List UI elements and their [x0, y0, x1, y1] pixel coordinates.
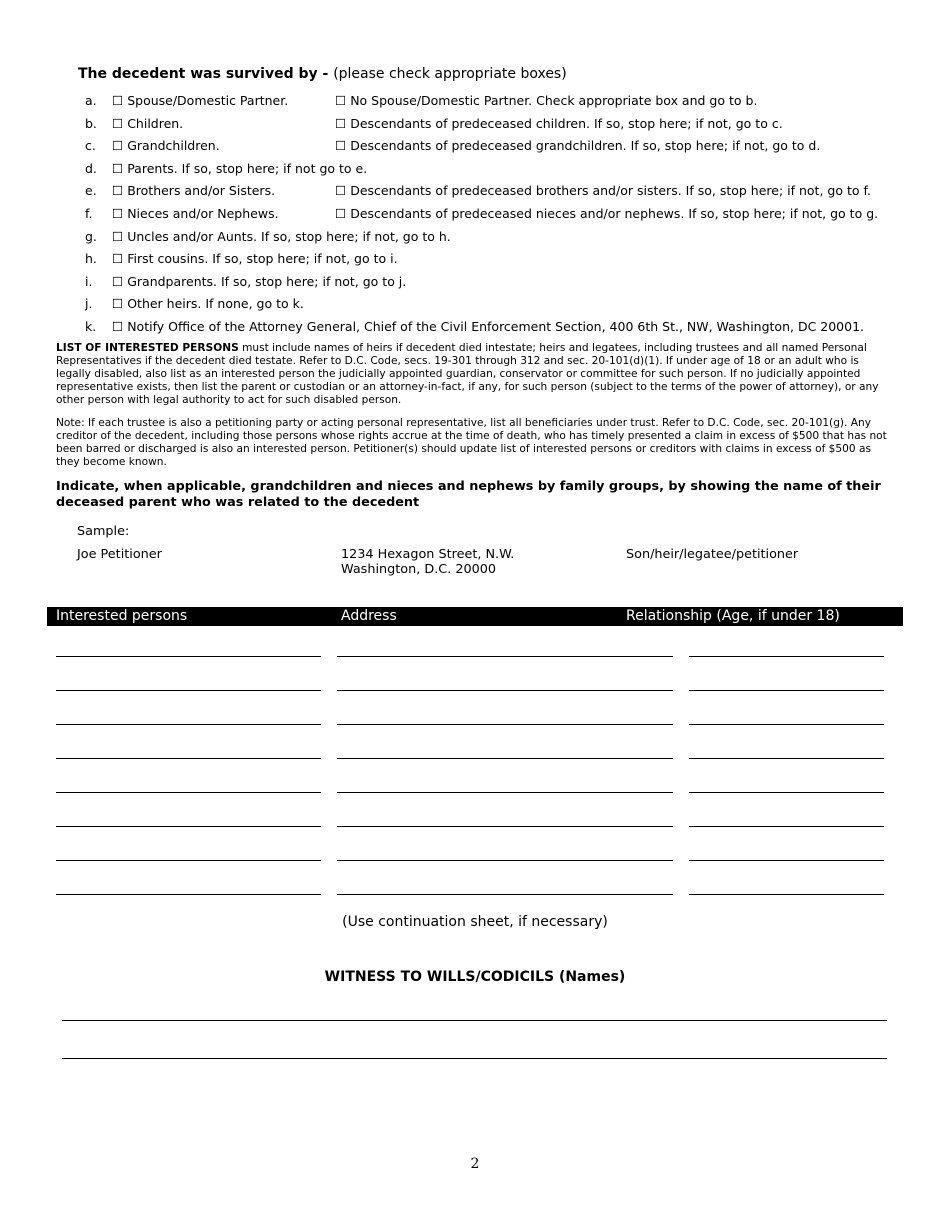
option-label: Descendants of predeceased nieces and/or nephews. If so, stop here; if not, go to g. — [350, 206, 879, 221]
entry-name-line[interactable] — [56, 656, 321, 657]
checkbox-icon[interactable]: ☐ — [112, 93, 124, 108]
sample-label: Sample: — [77, 524, 130, 539]
option-label: First cousins. If so, stop here; if not, go to i. — [127, 251, 398, 266]
checkbox-icon[interactable]: ☐ — [112, 296, 124, 311]
checkbox-children[interactable] — [112, 116, 183, 131]
row-letter: e. — [85, 183, 97, 198]
entry-relationship-line[interactable] — [689, 690, 884, 691]
entry-relationship-line[interactable] — [689, 860, 884, 861]
entry-address-line[interactable] — [337, 724, 673, 725]
entry-relationship-line[interactable] — [689, 724, 884, 725]
option-label: Spouse/Domestic Partner. — [127, 93, 289, 108]
entry-name-line[interactable] — [56, 690, 321, 691]
checkbox-icon[interactable]: ☐ — [335, 183, 347, 198]
checkbox-siblings[interactable] — [112, 183, 275, 198]
checkbox-spouse[interactable] — [112, 93, 288, 108]
checkbox-icon[interactable]: ☐ — [112, 229, 124, 244]
option-label: Descendants of predeceased brothers and/or sisters. If so, stop here; if not, go to f. — [350, 183, 871, 198]
option-label: Descendants of predeceased children. If so, stop here; if not, go to c. — [350, 116, 783, 131]
checkbox-nieces-nephews[interactable] — [112, 206, 279, 221]
checkbox-other-heirs[interactable] — [112, 296, 304, 311]
interested-persons-text: must include names of heirs if decedent died intestate; heirs and legatees, including trustees and all named Personal Representatives if the decedent died testate. Refer to D.C. Code, secs. 19-301 through 312 and sec. 20-101(d)(1). If under age of 18 or an adult who is legally disabled, also list as an interested person the judicially appointed guardian, conservator or committee for such person. If no judicially appointed representative exists, then list the parent or custodian or an attorney-in-fact, if any, for such person (subject to the terms of the power of attorney), or any other person with legal authority to act for such disabled person. — [56, 342, 879, 406]
entry-address-line[interactable] — [337, 656, 673, 657]
sample-address-line2: Washington, D.C. 20000 — [341, 562, 497, 577]
entry-address-line[interactable] — [337, 826, 673, 827]
trustee-note: Note: If each trustee is also a petitioning party or acting personal representative, list all beneficiaries under trust. Refer to D.C. Code, sec. 20-101(g). Any creditor of the decedent, including those persons whose rights accrue at the time of death, who has timely presented a claim in excess of $500 that has not been barred or discharged is also an interested person. Petitioner(s) should update list of interested persons or creditors with claims in excess of $500 as they become known. — [56, 417, 887, 468]
entry-address-line[interactable] — [337, 792, 673, 793]
option-label: Descendants of predeceased grandchildren. If so, stop here; if not, go to d. — [350, 138, 821, 153]
option-label: Grandchildren. — [127, 138, 220, 153]
checkbox-no-spouse[interactable] — [335, 93, 757, 108]
option-label: Grandparents. If so, stop here; if not, go to j. — [127, 274, 407, 289]
entry-name-line[interactable] — [56, 894, 321, 895]
checkbox-notify-attorney-general[interactable] — [112, 319, 864, 334]
checkbox-icon[interactable]: ☐ — [335, 206, 347, 221]
continuation-note: (Use continuation sheet, if necessary) — [342, 914, 608, 930]
row-letter: d. — [85, 161, 97, 176]
sample-relationship: Son/heir/legatee/petitioner — [626, 547, 799, 562]
option-label: Uncles and/or Aunts. If so, stop here; if not, go to h. — [127, 229, 451, 244]
witness-title: WITNESS TO WILLS/CODICILS (Names) — [324, 969, 626, 985]
checkbox-icon[interactable]: ☐ — [112, 183, 124, 198]
option-label: Children. — [127, 116, 184, 131]
checkbox-icon[interactable]: ☐ — [112, 161, 124, 176]
entry-name-line[interactable] — [56, 826, 321, 827]
option-label: Other heirs. If none, go to k. — [127, 296, 304, 311]
interested-persons-table-header — [47, 607, 903, 626]
checkbox-descendants-nieces-nephews[interactable] — [335, 206, 878, 221]
option-label: Brothers and/or Sisters. — [127, 183, 276, 198]
row-letter: j. — [85, 296, 93, 311]
checkbox-grandchildren[interactable] — [112, 138, 220, 153]
entry-relationship-line[interactable] — [689, 894, 884, 895]
checkbox-uncles-aunts[interactable] — [112, 229, 451, 244]
sample-address-line1: 1234 Hexagon Street, N.W. — [341, 547, 515, 562]
checkbox-icon[interactable]: ☐ — [112, 116, 124, 131]
row-letter: k. — [85, 319, 97, 334]
entry-relationship-line[interactable] — [689, 758, 884, 759]
entry-relationship-line[interactable] — [689, 792, 884, 793]
survivors-heading — [78, 66, 567, 82]
checkbox-icon[interactable]: ☐ — [335, 116, 347, 131]
checkbox-descendants-siblings[interactable] — [335, 183, 871, 198]
family-group-instruction: Indicate, when applicable, grandchildren and nieces and nephews by family groups, by showing the name of their deceased parent who was related to the decedent — [56, 479, 881, 510]
entry-relationship-line[interactable] — [689, 826, 884, 827]
entry-name-line[interactable] — [56, 758, 321, 759]
checkbox-icon[interactable]: ☐ — [335, 93, 347, 108]
checkbox-parents[interactable] — [112, 161, 367, 176]
checkbox-icon[interactable]: ☐ — [112, 319, 124, 334]
row-letter: g. — [85, 229, 97, 244]
survivors-heading-note: (please check appropriate boxes) — [333, 66, 567, 82]
witness-name-line[interactable] — [62, 1058, 887, 1059]
entry-name-line[interactable] — [56, 792, 321, 793]
entry-name-line[interactable] — [56, 860, 321, 861]
interested-persons-paragraph — [56, 342, 896, 407]
header-relationship: Relationship (Age, if under 18) — [626, 608, 840, 624]
row-letter: i. — [85, 274, 93, 289]
option-label: Nieces and/or Nephews. — [127, 206, 279, 221]
survivors-heading-bold: The decedent was survived by - — [78, 66, 334, 82]
checkbox-grandparents[interactable] — [112, 274, 406, 289]
checkbox-icon[interactable]: ☐ — [112, 251, 124, 266]
option-label: Notify Office of the Attorney General, Chief of the Civil Enforcement Section, 400 6th St., NW, Washington, DC 20001. — [127, 319, 865, 334]
row-letter: c. — [85, 138, 96, 153]
checkbox-first-cousins[interactable] — [112, 251, 398, 266]
entry-address-line[interactable] — [337, 690, 673, 691]
row-letter: f. — [85, 206, 93, 221]
row-letter: h. — [85, 251, 97, 266]
checkbox-icon[interactable]: ☐ — [112, 274, 124, 289]
option-label: Parents. If so, stop here; if not go to e. — [127, 161, 368, 176]
entry-name-line[interactable] — [56, 724, 321, 725]
entry-relationship-line[interactable] — [689, 656, 884, 657]
sample-name: Joe Petitioner — [77, 547, 162, 562]
witness-name-line[interactable] — [62, 1020, 887, 1021]
checkbox-descendants-grandchildren[interactable] — [335, 138, 820, 153]
checkbox-descendants-children[interactable] — [335, 116, 783, 131]
row-letter: b. — [85, 116, 97, 131]
header-address: Address — [341, 608, 397, 624]
interested-persons-title: LIST OF INTERESTED PERSONS — [56, 342, 239, 354]
row-letter: a. — [85, 93, 97, 108]
entry-address-line[interactable] — [337, 894, 673, 895]
entry-address-line[interactable] — [337, 758, 673, 759]
checkbox-icon[interactable]: ☐ — [335, 138, 347, 153]
checkbox-icon[interactable]: ☐ — [112, 138, 124, 153]
page-number: 2 — [470, 1156, 480, 1172]
option-label: No Spouse/Domestic Partner. Check appropriate box and go to b. — [350, 93, 758, 108]
entry-address-line[interactable] — [337, 860, 673, 861]
checkbox-icon[interactable]: ☐ — [112, 206, 124, 221]
header-interested-persons: Interested persons — [56, 608, 188, 624]
